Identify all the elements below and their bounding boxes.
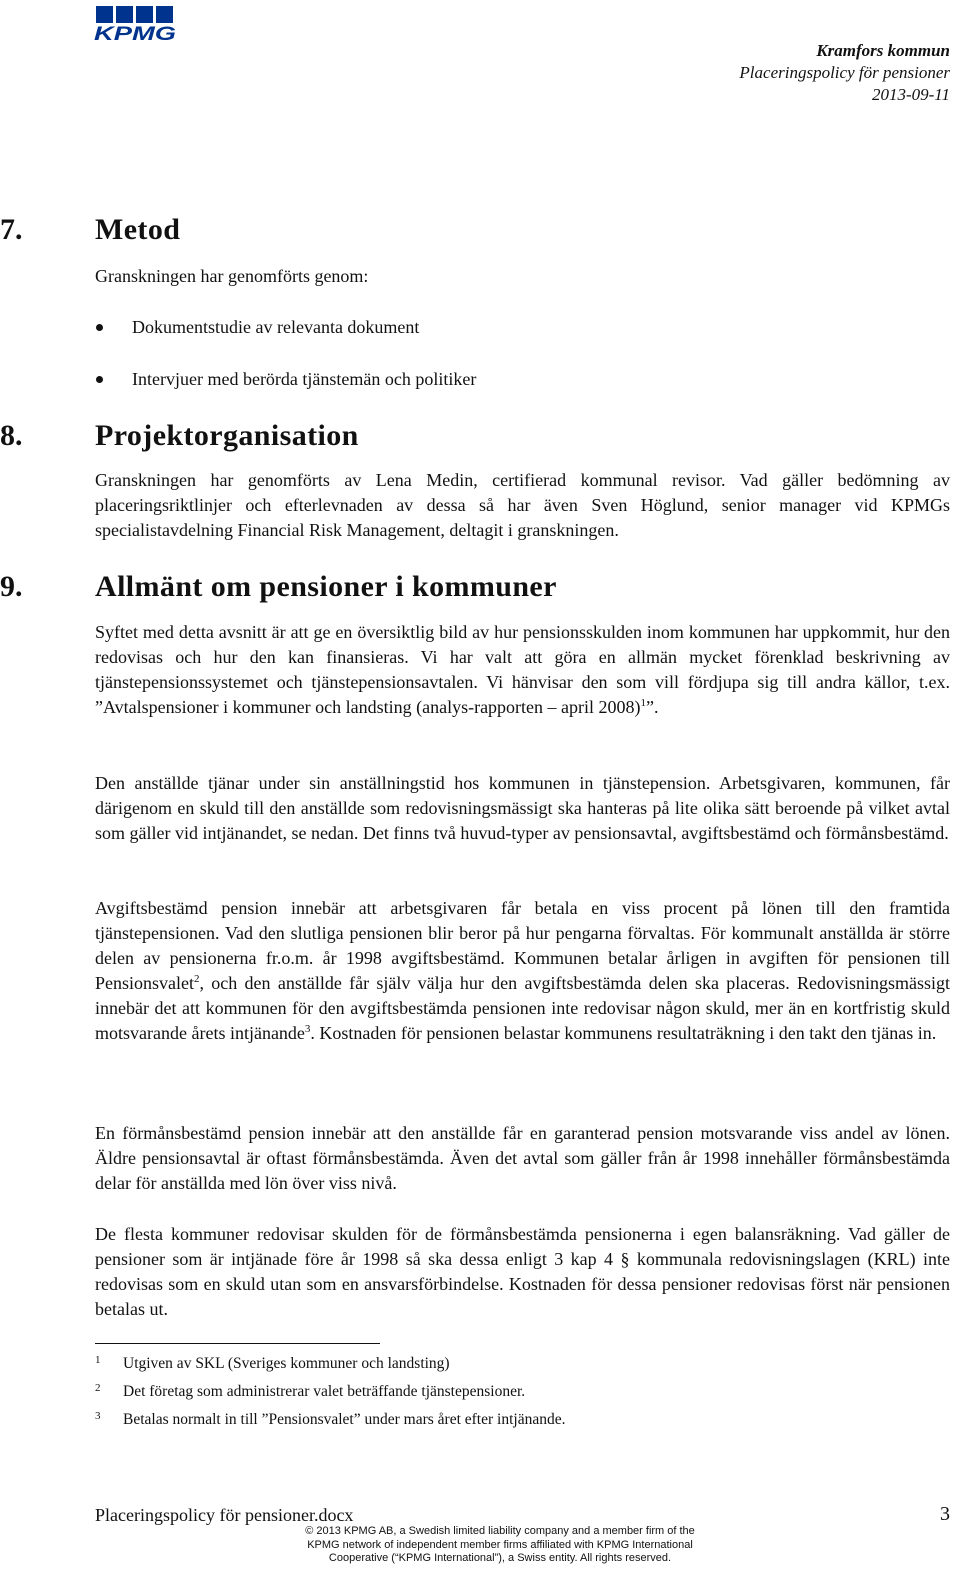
section-7-intro: Granskningen har genomförts genom: <box>95 266 369 286</box>
section-7-number: 7. <box>0 213 23 246</box>
footnote-text: Betalas normalt in till ”Pensionsvalet” under mars året efter intjänande. <box>123 1411 566 1428</box>
kpmg-logo-text: KPMG <box>94 24 177 42</box>
section-9-paragraph-1 <box>95 620 950 720</box>
section-8-title: Projektorganisation <box>95 419 359 452</box>
section-9-paragraph-3 <box>95 896 950 1046</box>
section-9-paragraph-4: En förmånsbestämd pension innebär att den anställde får en garanterad pension motsvarande viss andel av lönen. Äldre pensionsavtal är oftast förmånsbestämda. Även det avtal som gäller från år 1998 innehåller förmånsbestämda delar för anställda med lön över viss nivå. <box>95 1123 950 1193</box>
footnote-separator <box>95 1343 380 1344</box>
section-9-title: Allmänt om pensioner i kommuner <box>95 570 557 603</box>
copyright-line: Cooperative (“KPMG International”), a Swiss entity. All rights reserved. <box>328 1552 672 1564</box>
footnote-ref-3: 3 <box>304 1023 311 1035</box>
section-9-number: 9. <box>0 570 23 603</box>
footnote-number: 1 <box>95 1354 101 1366</box>
copyright-line: KPMG network of independent member firms affiliated with KPMG International <box>307 1538 693 1551</box>
header-document-title: Placeringspolicy för pensioner <box>739 63 950 82</box>
section-8-number: 8. <box>0 419 23 452</box>
header-organization: Kramfors kommun <box>816 41 950 60</box>
footnote-text: Det företag som administrerar valet beträffande tjänstepensioner. <box>123 1383 526 1400</box>
footnote-text: Utgiven av SKL (Sveriges kommuner och landsting) <box>123 1355 450 1372</box>
paragraph-text: Syftet med detta avsnitt är att ge en översiktlig bild av hur pensionsskulden inom kommunen har uppkommit, hur den redovisas och hur den kan finansieras. Vi har valt att göra en allmän mycket förenklad beskrivning av tjänstepensionssystemet och tjänstepensionsavtalen. Vi hänvisar den som vill fördjupa sig till andra källor, t.ex. ”Avtalspensioner i kommuner och landsting (analys-rapporten – april 2008) <box>95 622 950 717</box>
section-7-title: Metod <box>95 213 181 246</box>
section-9-paragraph-2: Den anställde tjänar under sin anställningstid hos kommunen in tjänstepension. Arbetsgivaren, kommunen, får därigenom en skuld till den anställde som redovisningsmässigt ska hanteras på lite olika sätt beroende på vilket avtal som gäller vid intjänandet, se nedan. Det finns två huvud-typer av pensionsavtal, avgiftsbestämd och förmånsbestämd. <box>95 773 950 843</box>
header-date: 2013-09-11 <box>871 85 950 104</box>
bullet-icon <box>96 324 103 331</box>
page-number: 3 <box>940 1503 950 1525</box>
bullet-icon <box>96 376 103 383</box>
section-9-paragraph-5: De flesta kommuner redovisar skulden för de förmånsbestämda pensionerna i egen balansräkning. Vad gäller de pensioner som är intjänade före år 1998 så ska dessa enligt 3 kap 4 § kommunala redovisningslagen (KRL) inte redovisas som en skuld utan som en ansvarsförbindelse. Kostnaden för dessa pensioner redovisas först när pensionen betalas ut. <box>95 1224 950 1319</box>
paragraph-text: Avgiftsbestämd pension innebär att arbetsgivaren får betala en viss procent på lönen till den framtida tjänstepensionen. Vad den slutliga pensionen blir beror på hur pengarna förvaltas. För kommunalt anställda är större delen av pensionerna fr.o.m. år 1998 avgiftsbestämd. Kommunen betalar årligen in avgiften för pensionen till Pensionsvalet <box>95 898 950 993</box>
paragraph-text: , och den anställde får själv välja hur den avgiftsbestämda delen ska placeras. Redovisningsmässigt innebär det att kommunen för den avgiftsbestämda pensionen inte redovisar någon skuld, mer än en kortfristig skuld motsvarande årets intjänande <box>95 973 950 1043</box>
kpmg-logo <box>92 6 180 42</box>
copyright-line: © 2013 KPMG AB, a Swedish limited liability company and a member firm of the <box>305 1525 695 1537</box>
footnote-ref-1: 1 <box>640 697 647 709</box>
footer-filename: Placeringspolicy för pensioner.docx <box>95 1505 354 1525</box>
footer-copyright <box>270 1525 730 1566</box>
footnote-ref-2: 2 <box>194 973 200 985</box>
paragraph-text: ”. <box>646 697 659 717</box>
footnote-number: 3 <box>95 1410 101 1422</box>
bullet-item: Dokumentstudie av relevanta dokument <box>132 317 420 337</box>
paragraph-text: . Kostnaden för pensionen belastar kommunens resultaträkning i den takt den tjänas in. <box>310 1023 937 1043</box>
footnote-number: 2 <box>95 1382 101 1394</box>
section-8-paragraph: Granskningen har genomförts av Lena Medin, certifierad kommunal revisor. Vad gäller bedömning av placeringsriktlinjer och efterlevnaden av dessa så har även Sven Höglund, senior manager vid KPMGs specialistavdelning Financial Risk Management, deltagit i granskningen. <box>95 470 950 540</box>
bullet-item: Intervjuer med berörda tjänstemän och politiker <box>132 369 477 389</box>
